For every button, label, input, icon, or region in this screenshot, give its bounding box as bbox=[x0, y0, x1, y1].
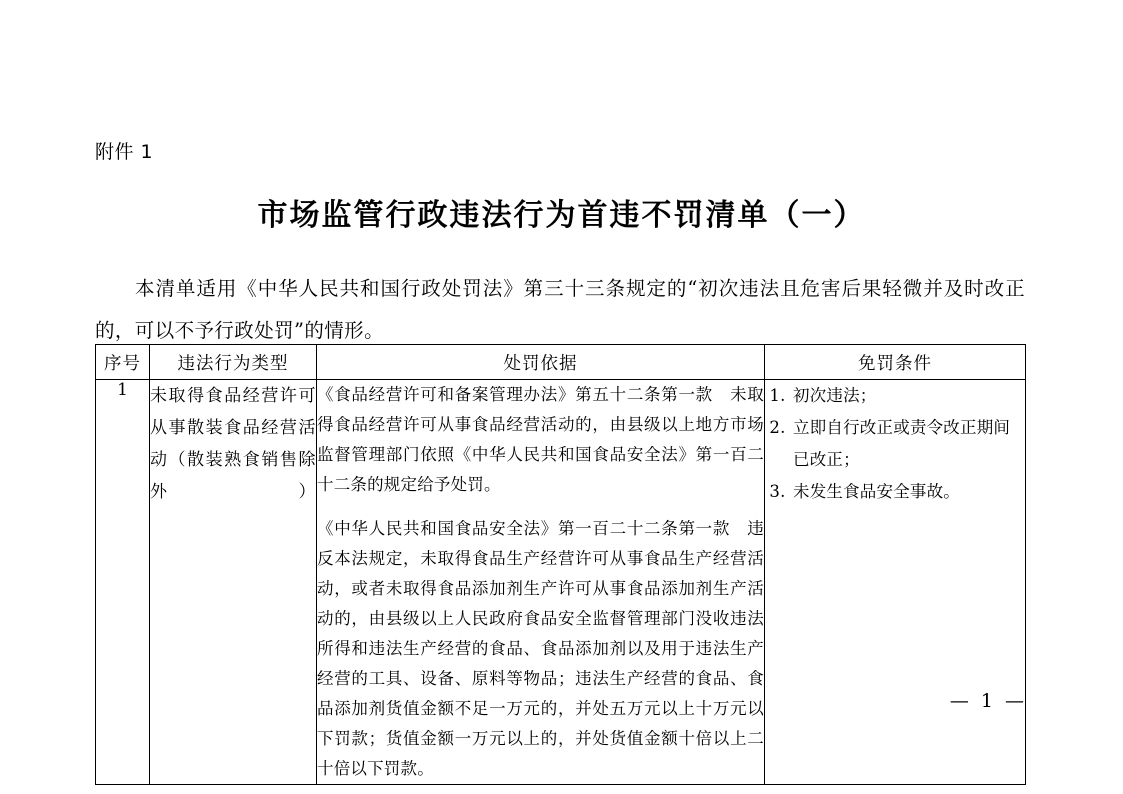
row-number: 1 bbox=[96, 380, 150, 785]
page-title: 市场监管行政违法行为首违不罚清单（一） bbox=[257, 198, 866, 233]
table-row bbox=[96, 380, 1026, 785]
intro-paragraph: 本清单适用《中华人民共和国行政处罚法》第三十三条规定的“初次违法且危害后果轻微并及时改正的，可以不予行政处罚”的情形。 bbox=[95, 277, 1025, 342]
violation-type: 未取得食品经营许可从事散装食品经营活动（散装熟食销售除外） bbox=[150, 380, 317, 785]
penalty-basis-paragraph: 《食品经营许可和备案管理办法》第五十二条第一款 未取得食品经营许可从事食品经营活动的，由县级以上地方市场监督管理部门依照《中华人民共和国食品安全法》第一百二十二条的规定给予处罚。 bbox=[317, 385, 764, 494]
column-header-condition: 免罚条件 bbox=[765, 345, 1026, 380]
penalty-basis-paragraph: 《中华人民共和国食品安全法》第一百二十二条第一款 违反本法规定，未取得食品生产经营许可从事食品生产经营活动，或者未取得食品添加剂生产许可从事食品添加剂生产活动的，由县级以上人民政府食品安全监督管理部门没收违法所得和违法生产经营的食品、食品添加剂以及用于违法生产经营的工具、设备、原料等物品；违法生产经营的食品、食品添加剂货值金额不足一万元的，并处五万元以上十万元以下罚款；货值金额一万元以上的，并处货值金额十倍以上二十倍以下罚款。 bbox=[317, 519, 764, 778]
list-item: 1. 初次违法； bbox=[791, 380, 1025, 412]
attachment-label: 附件 1 bbox=[95, 141, 154, 163]
column-header-type: 违法行为类型 bbox=[150, 345, 317, 380]
list-item: 3. 未发生食品安全事故。 bbox=[791, 476, 1025, 508]
page-number: — 1 — bbox=[949, 690, 1027, 712]
penalty-list-table bbox=[95, 344, 1026, 785]
exemption-conditions bbox=[765, 380, 1026, 785]
list-item: 2. 立即自行改正或责令改正期间已改正； bbox=[791, 412, 1025, 476]
penalty-basis bbox=[317, 380, 765, 785]
table-header-row bbox=[96, 345, 1026, 380]
column-header-basis: 处罚依据 bbox=[317, 345, 765, 380]
column-header-no: 序号 bbox=[96, 345, 150, 380]
